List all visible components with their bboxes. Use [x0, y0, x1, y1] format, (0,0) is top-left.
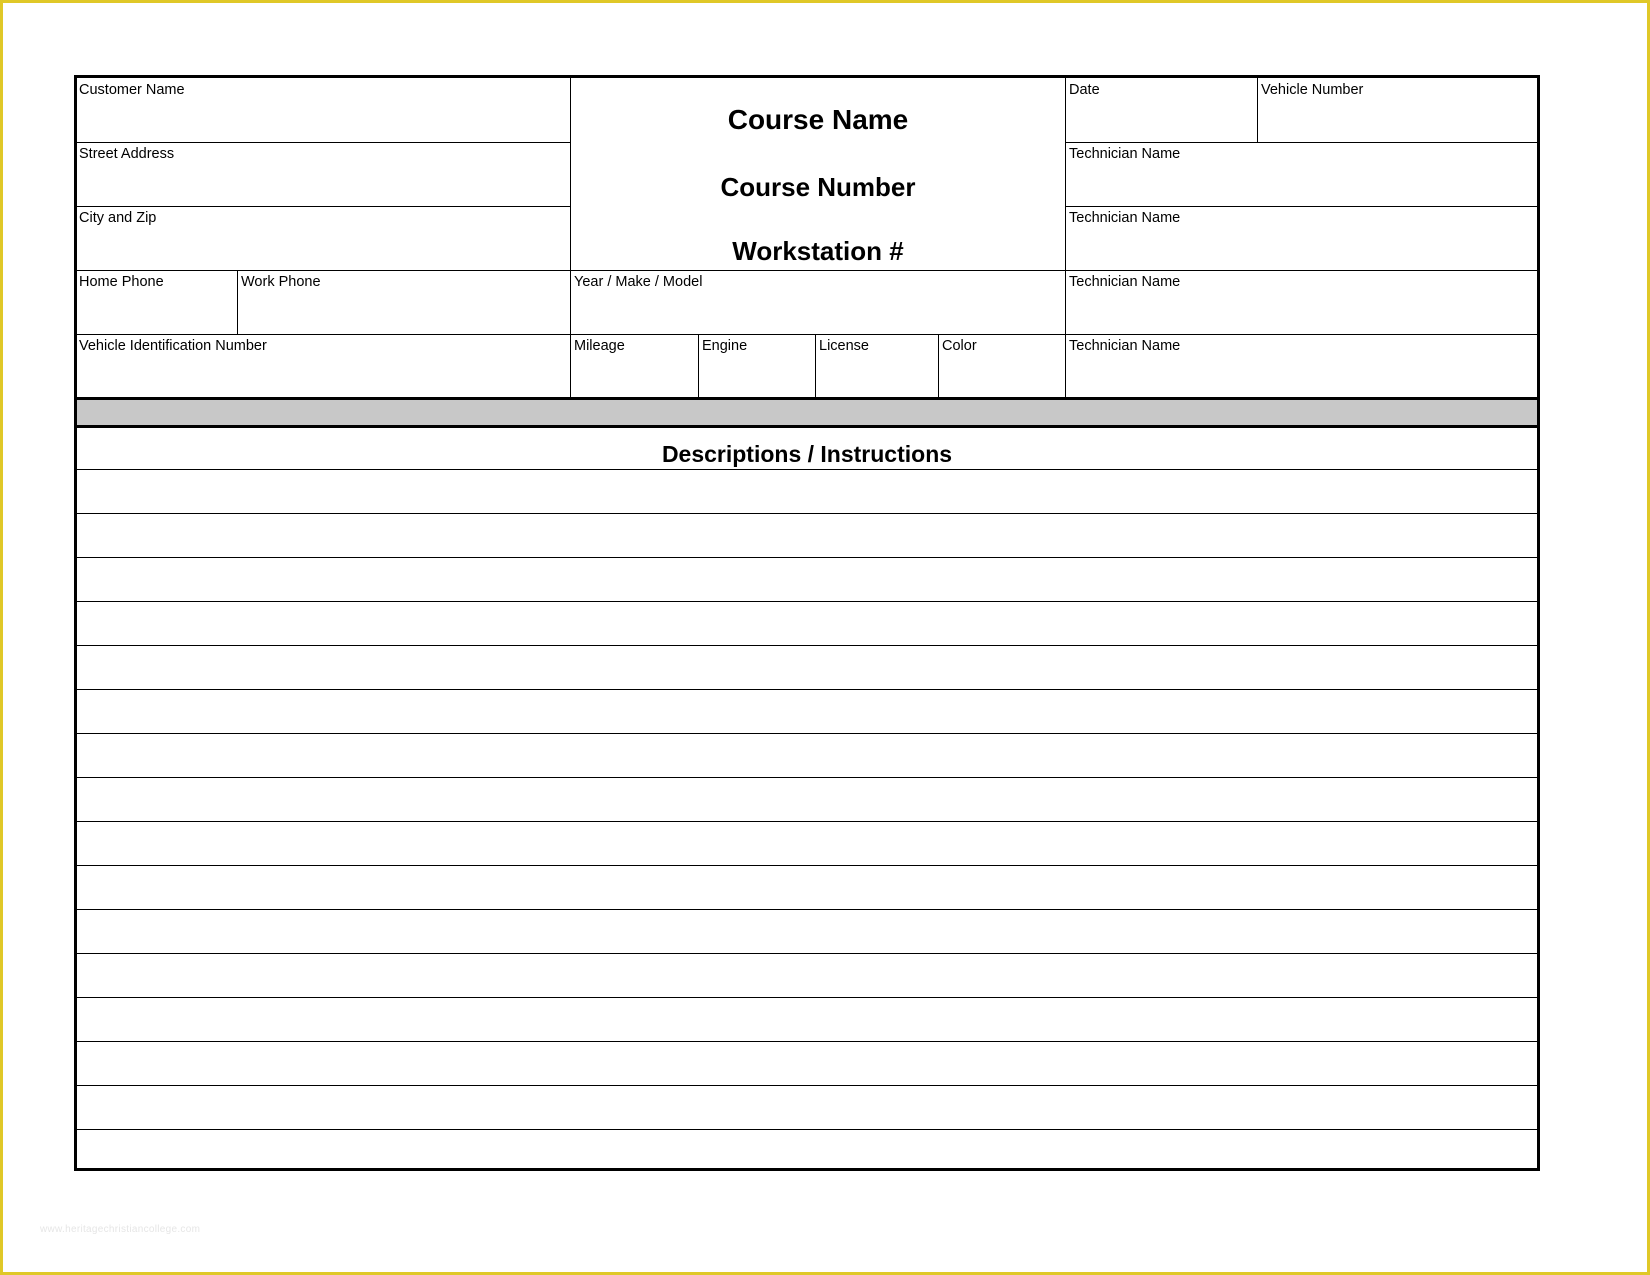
divider-license-color	[938, 334, 939, 400]
line-separator-bottom	[77, 425, 1537, 428]
description-line	[77, 953, 1537, 997]
license-label: License	[819, 338, 869, 354]
vehicle-number-label: Vehicle Number	[1261, 82, 1364, 98]
description-line	[77, 777, 1537, 821]
technician-name-label-2: Technician Name	[1069, 210, 1181, 226]
mileage-label: Mileage	[574, 338, 625, 354]
engine-label: Engine	[702, 338, 748, 354]
work-order-form	[74, 75, 1540, 1171]
line-right-1	[1065, 142, 1537, 143]
watermark: www.heritagechristiancollege.com	[40, 1224, 201, 1235]
street-address-label: Street Address	[79, 146, 175, 162]
line-left-2	[77, 206, 571, 207]
vin-label: Vehicle Identification Number	[79, 338, 267, 354]
line-row-phones	[77, 270, 1537, 271]
workstation-title: Workstation #	[732, 236, 904, 266]
home-phone-label: Home Phone	[79, 274, 164, 290]
customer-name-label: Customer Name	[79, 82, 185, 98]
description-line	[77, 909, 1537, 953]
description-line	[77, 601, 1537, 645]
divider-date-vehicle	[1257, 78, 1258, 142]
technician-name-label-4: Technician Name	[1069, 338, 1181, 354]
description-line	[77, 865, 1537, 909]
work-phone-label: Work Phone	[241, 274, 321, 290]
line-left-1	[77, 142, 571, 143]
line-row-vin	[77, 334, 1537, 335]
description-line	[77, 513, 1537, 557]
technician-name-label-1: Technician Name	[1069, 146, 1181, 162]
description-line	[77, 1085, 1537, 1129]
divider-mileage-engine	[698, 334, 699, 400]
description-line	[77, 557, 1537, 601]
technician-name-label-3: Technician Name	[1069, 274, 1181, 290]
course-name-title: Course Name	[727, 104, 909, 135]
date-label: Date	[1069, 82, 1100, 98]
line-right-2	[1065, 206, 1537, 207]
description-line	[77, 997, 1537, 1041]
description-line	[77, 1041, 1537, 1085]
descriptions-title: Descriptions / Instructions	[661, 441, 953, 467]
description-line	[77, 733, 1537, 777]
divider-phones	[237, 270, 238, 334]
description-line	[77, 645, 1537, 689]
divider-right-column	[1065, 78, 1066, 400]
separator-bar	[77, 400, 1537, 425]
description-line	[77, 689, 1537, 733]
year-make-model-label: Year / Make / Model	[574, 274, 703, 290]
city-zip-label: City and Zip	[79, 210, 157, 226]
description-line	[77, 469, 1537, 513]
course-number-title: Course Number	[720, 172, 916, 202]
color-label: Color	[942, 338, 977, 354]
description-line	[77, 1129, 1537, 1173]
description-line	[77, 821, 1537, 865]
divider-engine-license	[815, 334, 816, 400]
